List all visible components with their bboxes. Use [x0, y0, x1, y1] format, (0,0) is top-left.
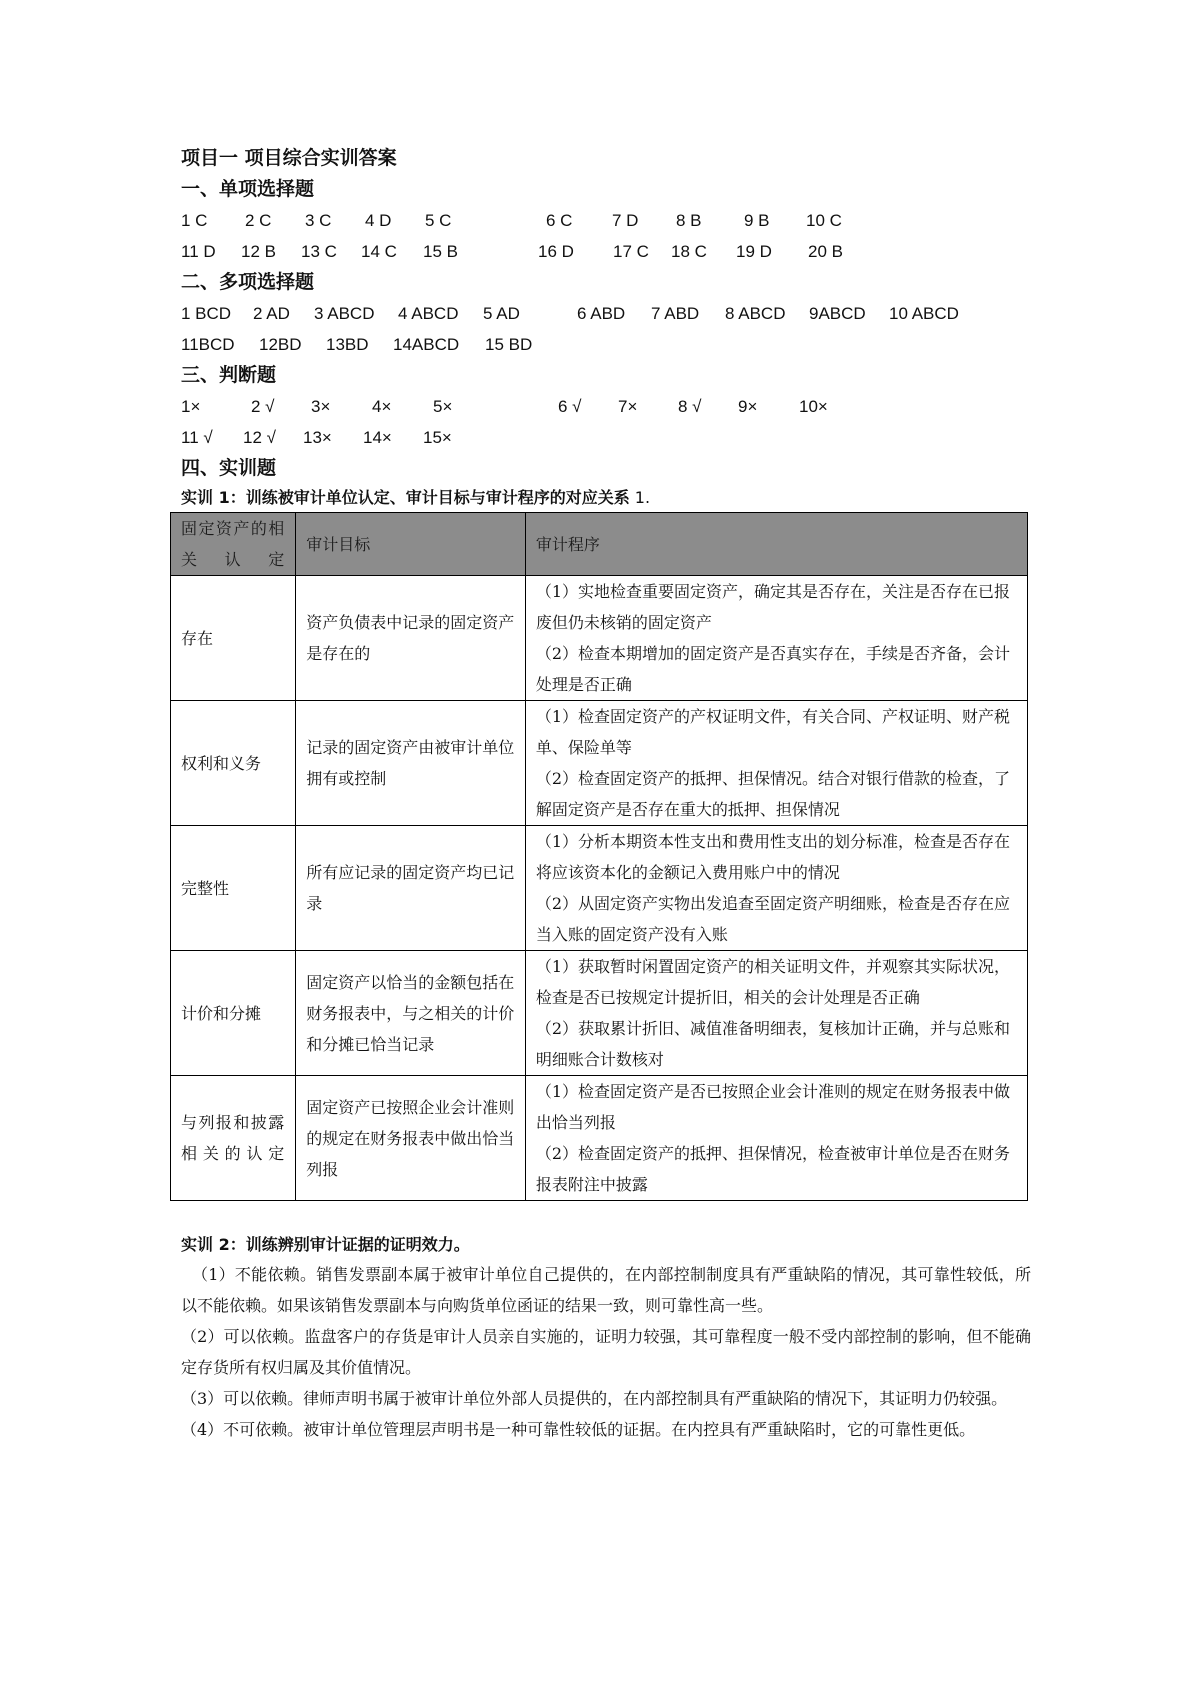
- answer-item: 7 D: [612, 211, 639, 230]
- answer-item: 10×: [799, 397, 828, 416]
- procedure-cell: [525, 1076, 1027, 1201]
- assertion-cell: 权利和义务: [171, 701, 296, 826]
- assertion-cell: 计价和分摊: [171, 951, 296, 1076]
- answer-item: 1 C: [181, 211, 208, 230]
- true-false-heading: 三、判断题: [181, 364, 277, 386]
- document-content: [181, 143, 1031, 1445]
- answer-item: 12BD: [259, 335, 302, 354]
- answer-item: 5×: [433, 397, 453, 416]
- table-row: [171, 1076, 1028, 1201]
- answer-item: 19 D: [736, 242, 772, 261]
- answer-item: 5 C: [425, 211, 452, 230]
- table-row: [171, 826, 1028, 951]
- answer-item: 8 B: [676, 211, 702, 230]
- answer-item: 2 AD: [253, 304, 290, 323]
- training-2-title: 实训 2：训练辨别审计证据的证明效力。: [181, 1235, 470, 1254]
- answer-item: 1 BCD: [181, 304, 232, 323]
- single-answers-row-2: [181, 236, 1031, 267]
- goal-cell: 固定资产已按照企业会计准则的规定在财务报表中做出恰当列报: [296, 1076, 526, 1201]
- procedure-step-2: （2）检查本期增加的固定资产是否真实存在，手续是否齐备，会计处理是否正确: [535, 644, 1010, 694]
- answer-item: 4 ABCD: [398, 304, 459, 323]
- answer-item: 14 C: [361, 242, 397, 261]
- goal-cell: 资产负债表中记录的固定资产是存在的: [296, 576, 526, 701]
- multiple-choice-heading: 二、多项选择题: [181, 271, 315, 293]
- assertion-cell: 与列报和披露相关的认定: [171, 1076, 296, 1201]
- answer-item: 14ABCD: [393, 335, 460, 354]
- evidence-paragraph-4: （4）不可依赖。被审计单位管理层声明书是一种可靠性较低的证据。在内控具有严重缺陷时，它的可靠性更低。: [181, 1420, 976, 1439]
- training-1-title: [181, 484, 1031, 512]
- answer-item: 14×: [363, 428, 392, 447]
- document-title: 项目一 项目综合实训答案: [181, 147, 397, 169]
- table-row: [171, 576, 1028, 701]
- answer-item: 4 D: [365, 211, 392, 230]
- goal-cell: 所有应记录的固定资产均已记录: [296, 826, 526, 951]
- procedure-step-2: （2）检查固定资产的抵押、担保情况，检查被审计单位是否在财务报表附注中披露: [535, 1144, 1010, 1194]
- evidence-paragraph-1: （1）不能依赖。销售发票副本属于被审计单位自己提供的，在内部控制制度具有严重缺陷的情况，其可靠性较低，所以不能依赖。如果该销售发票副本与向购货单位函证的结果一致，则可靠性高一些。: [181, 1265, 1031, 1315]
- assertion-table: [170, 512, 1028, 1201]
- answer-item: 5 AD: [483, 304, 520, 323]
- assertion-cell: 完整性: [171, 826, 296, 951]
- procedure-step-1: （1）获取暂时闲置固定资产的相关证明文件，并观察其实际状况，检查是否已按规定计提折旧，相关的会计处理是否正确: [535, 957, 1010, 1007]
- table-header-row: [171, 513, 1028, 576]
- answer-item: 12 B: [241, 242, 276, 261]
- single-choice-heading: 一、单项选择题: [181, 178, 315, 200]
- header-assertion: 固定资产的相关认定: [171, 513, 296, 576]
- table-row: [171, 951, 1028, 1076]
- judge-answers-row-2: [181, 422, 1031, 453]
- multi-answers-row-1: [181, 298, 1031, 329]
- answer-item: 2 √: [251, 397, 275, 416]
- answer-item: 4×: [372, 397, 392, 416]
- answer-item: 3 C: [305, 211, 332, 230]
- evidence-paragraph-3: （3）可以依赖。律师声明书属于被审计单位外部人员提供的，在内部控制具有严重缺陷的情况下，其证明力仍较强。: [181, 1389, 1008, 1408]
- assertion-cell: 存在: [171, 576, 296, 701]
- procedure-step-1: （1）实地检查重要固定资产，确定其是否存在，关注是否存在已报废但仍未核销的固定资产: [535, 582, 1010, 632]
- answer-item: 8 √: [678, 397, 702, 416]
- practice-heading: 四、实训题: [181, 457, 277, 479]
- procedure-step-1: （1）检查固定资产的产权证明文件，有关合同、产权证明、财产税单、保险单等: [535, 707, 1010, 757]
- single-answers-row-1: [181, 205, 1031, 236]
- answer-item: 9 B: [744, 211, 770, 230]
- answer-item: 9ABCD: [809, 304, 866, 323]
- procedure-step-1: （1）检查固定资产是否已按照企业会计准则的规定在财务报表中做出恰当列报: [535, 1082, 1010, 1132]
- answer-item: 20 B: [808, 242, 843, 261]
- answer-item: 1×: [181, 397, 201, 416]
- answer-item: 17 C: [613, 242, 649, 261]
- answer-item: 6 √: [558, 397, 582, 416]
- answer-item: 11 √: [181, 428, 213, 447]
- answer-item: 15 B: [423, 242, 458, 261]
- judge-answers-row-1: [181, 391, 1031, 422]
- evidence-paragraph-2: （2）可以依赖。监盘客户的存货是审计人员亲自实施的，证明力较强，其可靠程度一般不受内部控制的影响，但不能确定存货所有权归属及其价值情况。: [181, 1327, 1031, 1377]
- answer-item: 2 C: [245, 211, 272, 230]
- answer-item: 13 C: [301, 242, 337, 261]
- goal-cell: 固定资产以恰当的金额包括在财务报表中，与之相关的计价和分摊已恰当记录: [296, 951, 526, 1076]
- answer-item: 8 ABCD: [725, 304, 786, 323]
- answer-item: 15 BD: [485, 335, 533, 354]
- answer-item: 15×: [423, 428, 452, 447]
- answer-item: 13×: [303, 428, 332, 447]
- procedure-cell: [525, 951, 1027, 1076]
- answer-item: 9×: [738, 397, 758, 416]
- answer-item: 7 ABD: [651, 304, 700, 323]
- answer-item: 18 C: [671, 242, 707, 261]
- answer-item: 6 ABD: [577, 304, 626, 323]
- answer-item: 13BD: [326, 335, 369, 354]
- goal-cell: 记录的固定资产由被审计单位拥有或控制: [296, 701, 526, 826]
- answer-item: 10 ABCD: [889, 304, 959, 323]
- answer-item: 3 ABCD: [314, 304, 375, 323]
- procedure-step-2: （2）检查固定资产的抵押、担保情况。结合对银行借款的检查，了解固定资产是否存在重大的抵押、担保情况: [535, 769, 1010, 819]
- procedure-cell: [525, 576, 1027, 701]
- header-procedure: 审计程序: [525, 513, 1027, 576]
- procedure-step-2: （2）获取累计折旧、减值准备明细表，复核加计正确，并与总账和明细账合计数核对: [535, 1019, 1010, 1069]
- answer-item: 10 C: [806, 211, 842, 230]
- answer-item: 3×: [311, 397, 331, 416]
- table-row: [171, 701, 1028, 826]
- procedure-cell: [525, 701, 1027, 826]
- header-goal: 审计目标: [296, 513, 526, 576]
- procedure-step-2: （2）从固定资产实物出发追查至固定资产明细账，检查是否存在应当入账的固定资产没有入账: [535, 894, 1010, 944]
- training-1-title-text: 实训 1：训练被审计单位认定、审计目标与审计程序的对应关系: [181, 488, 630, 507]
- answer-item: 12 √: [243, 428, 276, 447]
- answer-item: 6 C: [546, 211, 573, 230]
- answer-item: 11BCD: [181, 335, 235, 354]
- answer-item: 11 D: [181, 242, 216, 261]
- training-1-title-tail: 1.: [629, 488, 651, 507]
- multi-answers-row-2: [181, 329, 1031, 360]
- answer-item: 7×: [618, 397, 638, 416]
- procedure-step-1: （1）分析本期资本性支出和费用性支出的划分标准，检查是否存在将应该资本化的金额记入费用账户中的情况: [535, 832, 1010, 882]
- answer-item: 16 D: [538, 242, 574, 261]
- procedure-cell: [525, 826, 1027, 951]
